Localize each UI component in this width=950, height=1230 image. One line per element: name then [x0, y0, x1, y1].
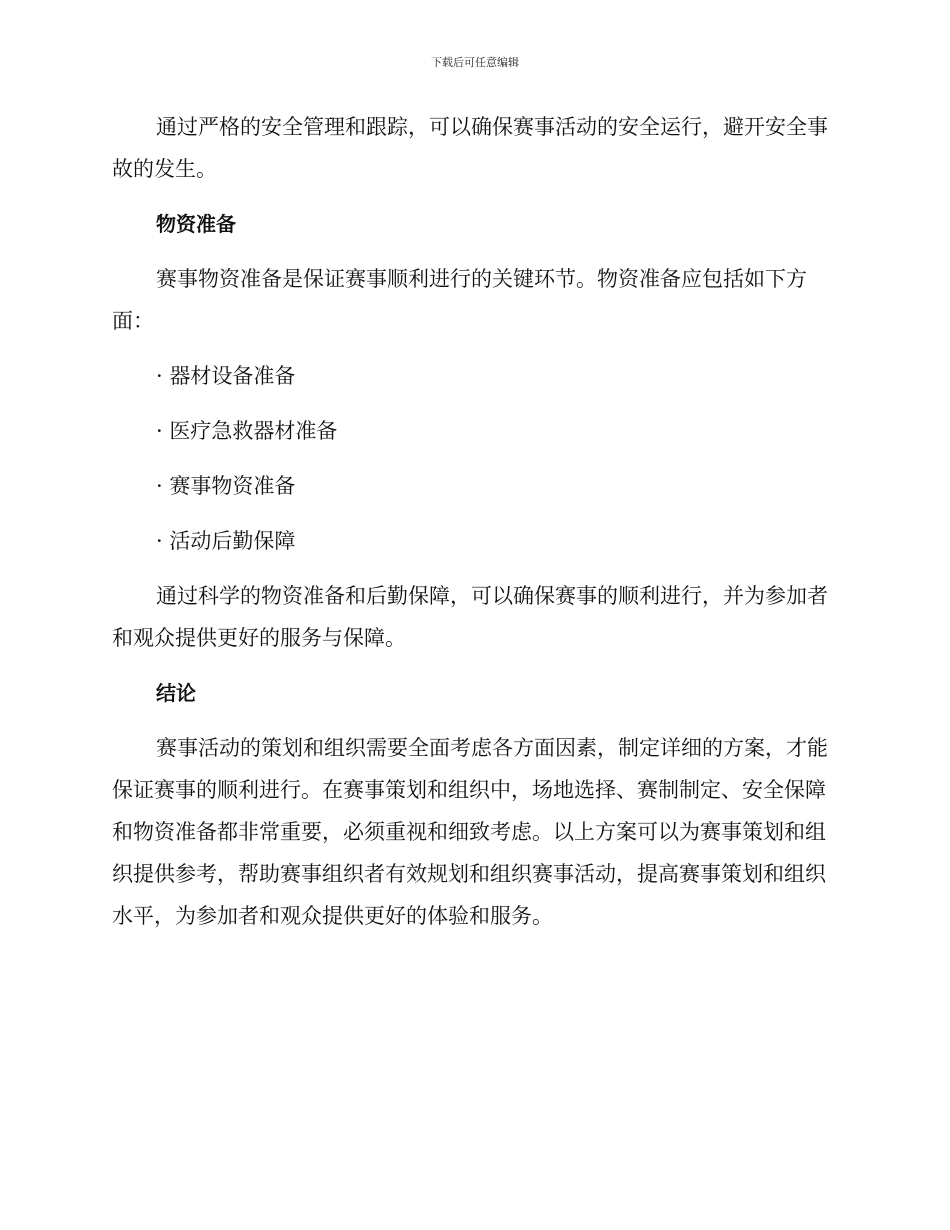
conclusion-heading: 结论	[156, 681, 196, 705]
materials-list-item: · 器材设备准备	[156, 364, 296, 388]
materials-list-item: · 医疗急救器材准备	[156, 419, 338, 443]
document-body	[112, 106, 830, 937]
materials-list-item: · 赛事物资准备	[156, 474, 296, 498]
materials-heading: 物资准备	[156, 212, 236, 236]
safety-summary-paragraph: 通过严格的安全管理和跟踪，可以确保赛事活动的安全运行，避开安全事故的发生。	[112, 115, 828, 181]
conclusion-paragraph: 赛事活动的策划和组织需要全面考虑各方面因素，制定详细的方案，才能保证赛事的顺利进行。在赛事策划和组织中，场地选择、赛制制定、安全保障和物资准备都非常重要，必须重视和细致考虑。以上方案可以为赛事策划和组织提供参考，帮助赛事组织者有效规划和组织赛事活动，提高赛事策划和组织水平，为参加者和观众提供更好的体验和服务。	[112, 736, 828, 928]
materials-list-item: · 活动后勤保障	[156, 529, 296, 553]
materials-intro-paragraph: 赛事物资准备是保证赛事顺利进行的关键环节。物资准备应包括如下方面：	[112, 267, 807, 333]
materials-summary-paragraph: 通过科学的物资准备和后勤保障，可以确保赛事的顺利进行，并为参加者和观众提供更好的服务与保障。	[112, 584, 828, 650]
page-header: 下载后可任意编辑	[431, 56, 519, 69]
